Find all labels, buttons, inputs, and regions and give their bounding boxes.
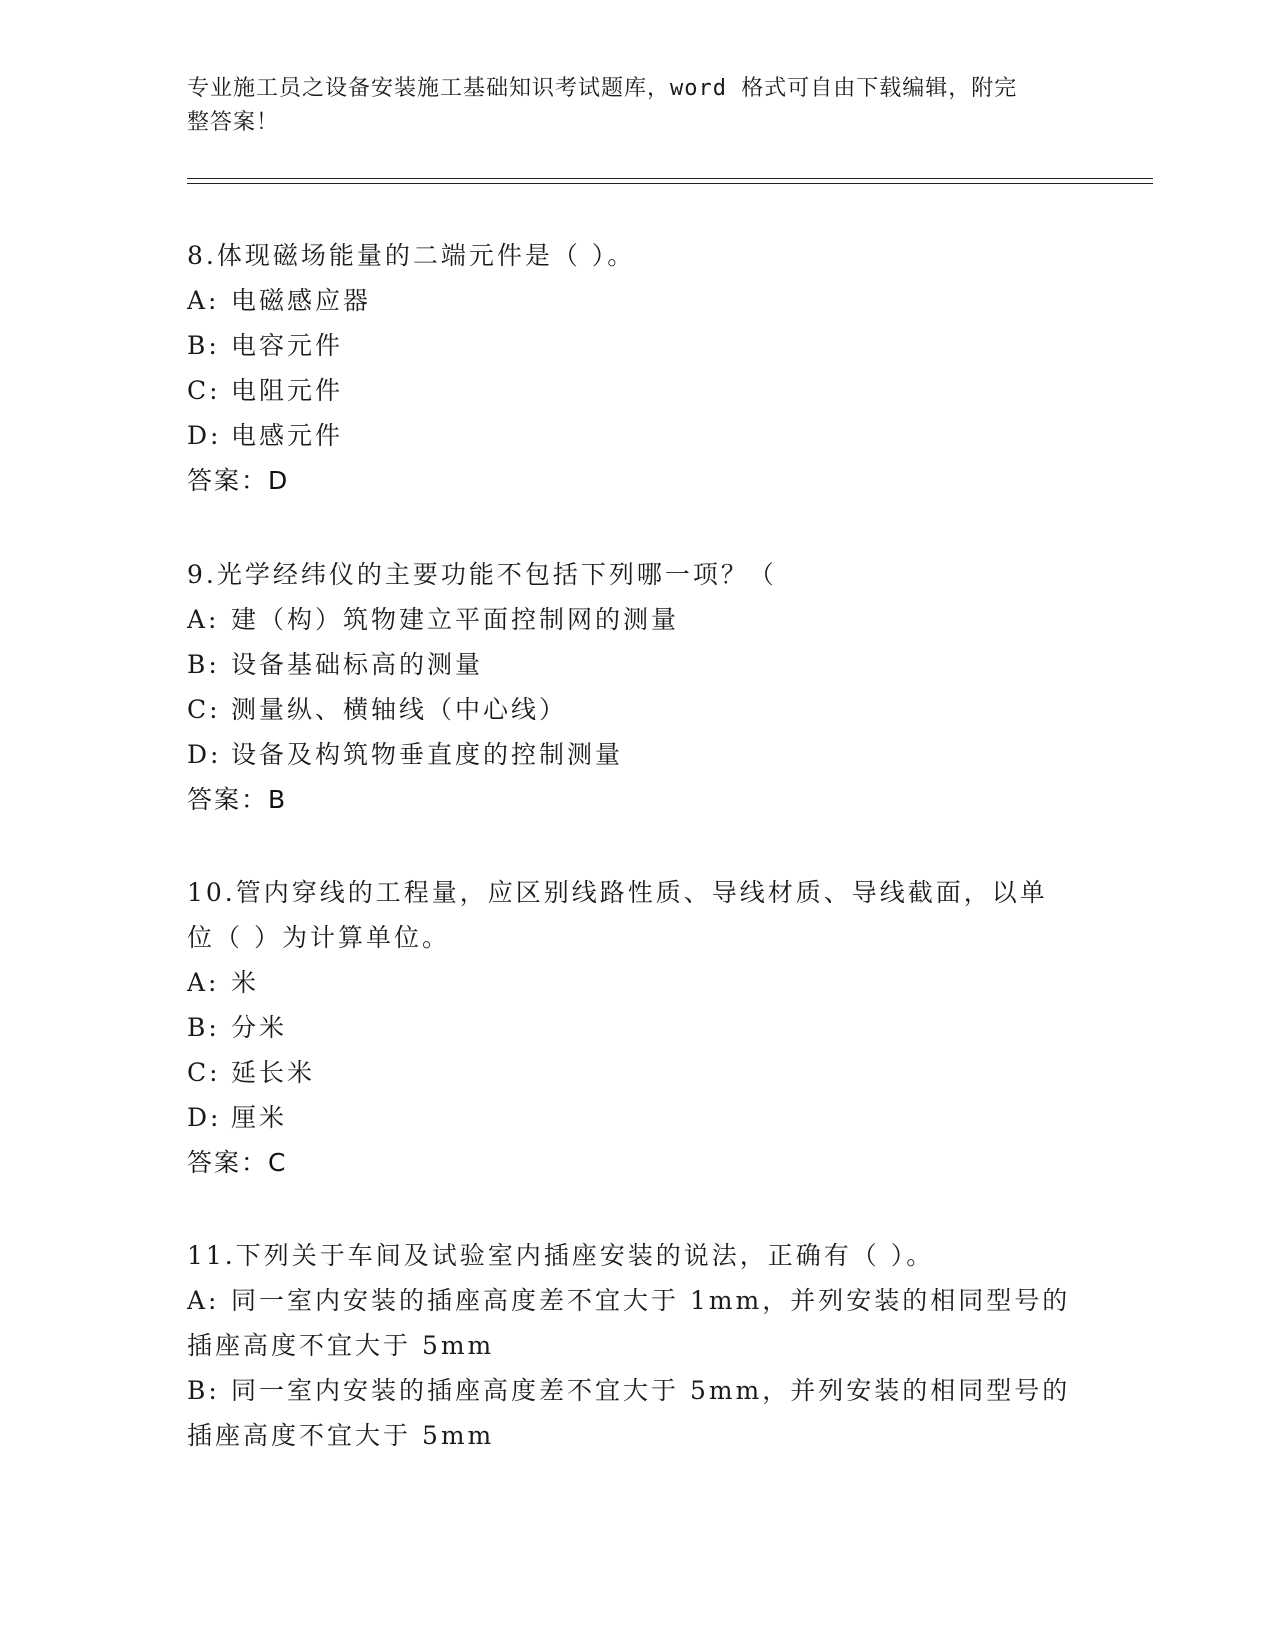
option-letter: A:: [187, 968, 220, 997]
option-letter: D:: [187, 421, 222, 450]
option-c: [187, 687, 1067, 732]
option-letter: D:: [187, 740, 222, 769]
document-header: [187, 72, 1067, 140]
option-letter: A:: [187, 605, 220, 634]
question-11: [187, 1233, 1071, 1458]
option-text: 分米: [231, 1013, 288, 1042]
option-letter: A:: [187, 286, 220, 315]
option-text: 同一室内安装的插座高度差不宜大于 5mm，并列安装的相同型号的: [231, 1376, 1071, 1405]
question-stem: 10.管内穿线的工程量，应区别线路性质、导线材质、导线截面，以单: [187, 878, 1048, 907]
option-text: 电磁感应器: [231, 286, 372, 315]
option-letter: B:: [187, 1376, 220, 1405]
option-letter: C:: [187, 1058, 221, 1087]
header-line-2: 整答案！: [187, 110, 280, 135]
option-a-continued: 插座高度不宜大于 5mm: [187, 1331, 495, 1360]
option-text: 厘米: [231, 1103, 288, 1132]
option-d: [187, 413, 1067, 458]
question-stem: 11.下列关于车间及试验室内插座安装的说法，正确有（ ）。: [187, 1241, 935, 1270]
option-d: [187, 1095, 1067, 1140]
option-text: 电感元件: [231, 421, 344, 450]
header-divider-top: [187, 178, 1153, 179]
question-stem: 8.体现磁场能量的二端元件是（ ）。: [187, 241, 636, 270]
question-stem: 9.光学经纬仪的主要功能不包括下列哪一项？（: [187, 560, 777, 589]
header-line-1: 专业施工员之设备安装施工基础知识考试题库，word 格式可自由下载编辑，附完: [187, 76, 1018, 101]
option-letter: B:: [187, 1013, 220, 1042]
option-text: 建（构）筑物建立平面控制网的测量: [231, 605, 680, 634]
question-8: [187, 233, 1067, 503]
option-c: [187, 1050, 1067, 1095]
answer-line: 答案：B: [187, 785, 288, 814]
option-text: 米: [231, 968, 260, 997]
option-text: 设备基础标高的测量: [231, 650, 484, 679]
option-b-continued: 插座高度不宜大于 5mm: [187, 1421, 495, 1450]
option-b: [187, 1005, 1067, 1050]
option-a: [187, 278, 1067, 323]
option-text: 设备及构筑物垂直度的控制测量: [231, 740, 624, 769]
option-text: 同一室内安装的插座高度差不宜大于 1mm，并列安装的相同型号的: [231, 1286, 1071, 1315]
answer-line: 答案：C: [187, 1148, 288, 1177]
option-text: 测量纵、横轴线（中心线）: [231, 695, 568, 724]
option-letter: D:: [187, 1103, 222, 1132]
option-d: [187, 732, 1067, 777]
question-10: [187, 870, 1067, 1185]
option-text: 电阻元件: [231, 376, 344, 405]
option-b: [187, 1368, 1071, 1413]
option-a: [187, 960, 1067, 1005]
option-letter: B:: [187, 331, 220, 360]
option-letter: A:: [187, 1286, 220, 1315]
option-a: [187, 597, 1067, 642]
option-b: [187, 323, 1067, 368]
option-letter: B:: [187, 650, 220, 679]
option-c: [187, 368, 1067, 413]
option-letter: C:: [187, 376, 221, 405]
option-letter: C:: [187, 695, 221, 724]
option-a: [187, 1278, 1071, 1323]
answer-line: 答案：D: [187, 466, 290, 495]
header-divider-bottom: [187, 183, 1153, 184]
option-b: [187, 642, 1067, 687]
option-text: 电容元件: [231, 331, 344, 360]
question-stem-continued: 位（ ）为计算单位。: [187, 923, 450, 952]
option-text: 延长米: [231, 1058, 316, 1087]
question-9: [187, 552, 1067, 822]
